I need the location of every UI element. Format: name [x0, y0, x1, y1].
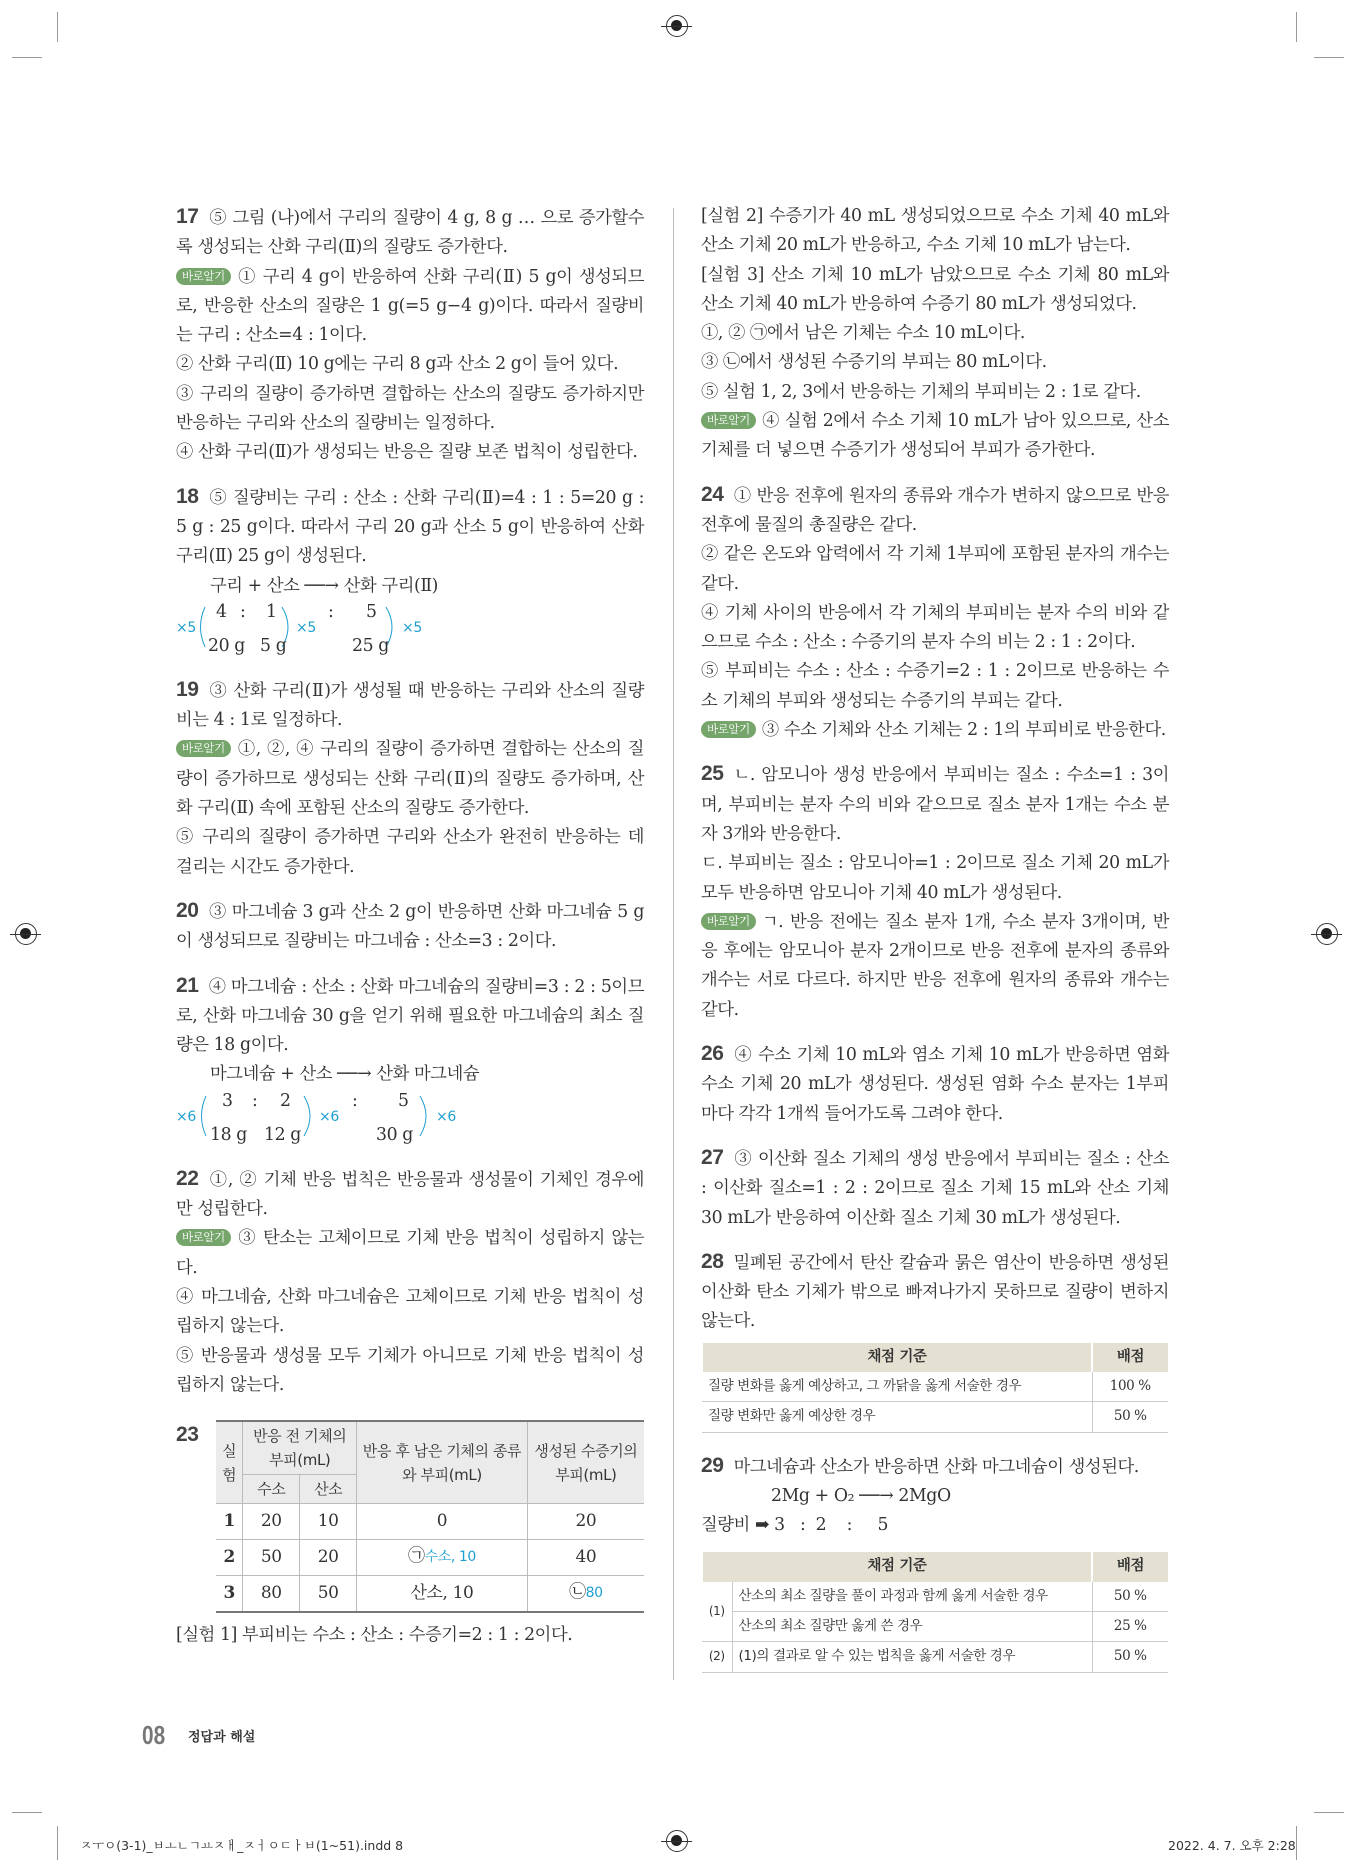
cell: 산소, 10 [357, 1576, 528, 1612]
explanation: ⑤ 반응물과 생성물 모두 기체가 아니므로 기체 반응 법칙이 성립하지 않는다. [176, 1345, 644, 1395]
print-slug-filename: ㅈㅜㅇ(3-1)_ㅂㅗㄴㄱㅛㅈㅐ_ㅈㅓㅇㄷㅏㅂ(1~51).indd 8 [80, 1838, 404, 1853]
blank-marker: ㉡ [569, 1582, 586, 1603]
cell: 3 [216, 1576, 243, 1612]
explanation: [실험 3] 산소 기체 10 mL가 남았으므로 수소 기체 80 mL와 산소 기체 40 mL가 반응하여 수증기 80 mL가 생성되었다. [701, 264, 1169, 314]
question-number: 20 [176, 898, 199, 922]
points: 100 % [1092, 1372, 1168, 1402]
explanation: ㄱ. 반응 전에는 질소 분자 1개, 수소 분자 3개이며, 반응 후에는 암모니아 분자 2개이므로 반응 전후에 분자의 종류와 개수는 서로 다르다. 하지만 반응 전후에 원자의 종류와 개수는 같다. [701, 911, 1169, 1020]
column-header: 채점 기준 [702, 1343, 1092, 1372]
question-number: 19 [176, 677, 199, 701]
ratio-value: 3 [222, 1090, 233, 1111]
scoring-table [701, 1343, 1168, 1433]
explanation: ④ 수소 기체 10 mL와 염소 기체 10 mL가 반응하면 염화 수소 기체 20 mL가 생성된다. 생성된 염화 수소 분자는 1부피마다 각각 1개씩 들어가도록 그려야 한다. [701, 1045, 1169, 1124]
cell: 10 [300, 1504, 357, 1540]
ratio-value: 1 [266, 601, 277, 622]
mass-ratio: 3 : 2 : 5 [774, 1515, 889, 1536]
table-row [702, 1582, 1168, 1612]
mass-value: 5 g [260, 635, 287, 656]
multiplier-label: ×5 [296, 619, 316, 636]
table-row [702, 1642, 1168, 1672]
column-header: 반응 후 남은 기체의 종류와 부피(mL) [357, 1421, 528, 1504]
explanation: ③ 이산화 질소 기체의 생성 반응에서 부피비는 질소 : 산소 : 이산화 질소=1 : 2 : 2이므로 질소 기체 15 mL와 산소 기체 30 mL가 반응하여 이산화 질소 기체 30 mL가 생성된다. [701, 1148, 1169, 1228]
table-row [702, 1402, 1168, 1432]
answer-21 [176, 971, 644, 1150]
mass-value: 12 g [264, 1124, 301, 1145]
reaction-equation: 구리 + 산소 ──→ 산화 구리(Ⅱ) [210, 575, 439, 596]
question-number: 17 [176, 205, 199, 228]
answer-28 [701, 1247, 1169, 1433]
question-number: 26 [701, 1042, 724, 1066]
registration-mark-icon [15, 923, 37, 945]
ratio-colon: : [252, 1090, 258, 1111]
multiplier-label: ×5 [402, 619, 422, 636]
criteria: 산소의 최소 질량만 옳게 쓴 경우 [732, 1612, 1092, 1642]
criteria: 질량 변화를 옳게 예상하고, 그 까닭을 옳게 서술한 경우 [702, 1372, 1092, 1402]
question-number: 29 [701, 1453, 724, 1477]
reaction-equation: 마그네슘 + 산소 ──→ 산화 마그네슘 [210, 1064, 480, 1085]
blank-marker: ㉠ [407, 1546, 425, 1567]
crop-mark [1314, 57, 1344, 58]
explanation: ② 같은 온도와 압력에서 각 기체 1부피에 포함된 분자의 개수는 같다. [701, 544, 1169, 594]
crop-mark [57, 1826, 58, 1860]
explanation: ①, ②, ④ 구리의 질량이 증가하면 결합하는 산소의 질량이 증가하므로 생성되는 산화 구리(Ⅱ)의 질량도 증가하며, 산화 구리(Ⅱ) 속에 포함된 산소의 질량도 증가한다. [176, 739, 644, 819]
crop-mark [12, 57, 42, 58]
column-header: 생성된 수증기의 부피(mL) [527, 1421, 644, 1504]
answer-26 [701, 1039, 1169, 1129]
explanation: ③ 산화 구리(Ⅱ)가 생성될 때 반응하는 구리와 산소의 질량비는 4 : 1로 일정하다. [176, 680, 644, 731]
mass-value: 18 g [210, 1124, 247, 1145]
mass-ratio-diagram [176, 601, 644, 661]
explanation: [실험 2] 수증기가 40 mL 생성되었으므로 수소 기체 40 mL와 산소 기체 20 mL가 반응하고, 수소 기체 10 mL가 남는다. [701, 206, 1169, 256]
explanation: ①, ② 기체 반응 법칙은 반응물과 생성물이 기체인 경우에만 성립한다. [176, 1169, 644, 1220]
question-number: 25 [701, 762, 724, 786]
mass-value: 20 g [208, 635, 245, 656]
question-number: 21 [176, 973, 199, 997]
ratio-value: 4 [216, 601, 227, 622]
answer-18 [176, 482, 644, 661]
explanation: ①, ② ㉠에서 남은 기체는 수소 10 mL이다. [701, 323, 1025, 344]
explanation: ⑤ 구리의 질량이 증가하면 구리와 산소가 완전히 반응하는 데 걸리는 시간도 증가한다. [176, 827, 644, 877]
answer-20 [176, 896, 644, 957]
cell: 1 [216, 1504, 243, 1540]
explanation: 마그네슘과 산소가 반응하면 산화 마그네슘이 생성된다. [733, 1456, 1139, 1477]
mass-value: 30 g [376, 1124, 413, 1145]
answer-23-continued [701, 202, 1169, 466]
ratio-colon: : [352, 1090, 358, 1111]
answer-fill: 수소, 10 [424, 1549, 476, 1566]
answer-23 [176, 1420, 644, 1650]
cell: 50 [300, 1576, 357, 1612]
multiplier-label: ×6 [176, 1108, 196, 1125]
answer-25 [701, 759, 1169, 1025]
table-row [216, 1576, 644, 1612]
points: 50 % [1092, 1582, 1168, 1612]
explanation: ④ 산화 구리(Ⅱ)가 생성되는 반응은 질량 보존 법칙이 성립한다. [176, 442, 638, 463]
table-row [702, 1612, 1168, 1642]
question-number: 23 [176, 1423, 199, 1447]
explanation: ① 구리 4 g이 반응하여 산화 구리(Ⅱ) 5 g이 생성되므로, 반응한 산소의 질량은 1 g(=5 g−4 g)이다. 따라서 질량비는 구리 : 산소=4 : 1이다. [176, 266, 644, 346]
table-row [702, 1372, 1168, 1402]
ratio-colon: : [328, 601, 334, 622]
explanation: ④ 마그네슘 : 산소 : 산화 마그네슘의 질량비=3 : 2 : 5이므로, 산화 마그네슘 30 g을 얻기 위해 필요한 마그네슘의 최소 질량은 18 g이다. [176, 976, 644, 1056]
correction-badge: 바로알기 [701, 721, 756, 738]
cell: 20 [243, 1504, 300, 1540]
ratio-colon: : [240, 601, 246, 622]
left-column [176, 202, 644, 1664]
explanation: ㄴ. 암모니아 생성 반응에서 부피비는 질소 : 수소=1 : 3이며, 부피비는 분자 수의 비와 같으므로 질소 분자 1개는 수소 분자 3개와 반응한다. [701, 765, 1169, 844]
crop-mark [1296, 1826, 1297, 1860]
multiplier-label: ×6 [436, 1108, 456, 1125]
scoring-table [701, 1552, 1168, 1672]
answer-22 [176, 1164, 644, 1400]
explanation: ④ 마그네슘, 산화 마그네슘은 고체이므로 기체 반응 법칙이 성립하지 않는다. [176, 1286, 644, 1337]
explanation: ③ 탄소는 고체이므로 기체 반응 법칙이 성립하지 않는다. [176, 1228, 644, 1278]
cell: 2 [216, 1540, 243, 1576]
explanation: ⑤ 실험 1, 2, 3에서 반응하는 기체의 부피비는 2 : 1로 같다. [701, 381, 1141, 402]
registration-mark-icon [666, 15, 688, 37]
sub-question-label: (2) [702, 1642, 732, 1672]
table-row [216, 1504, 644, 1540]
criteria: 질량 변화만 옳게 예상한 경우 [702, 1402, 1092, 1432]
answer-19 [176, 675, 644, 882]
explanation: ② 산화 구리(Ⅱ) 10 g에는 구리 8 g과 산소 2 g이 들어 있다. [176, 354, 619, 375]
ratio-value: 2 [280, 1090, 291, 1111]
reaction-equation: 2Mg + O₂ ──→ 2MgO [771, 1485, 951, 1506]
question-number: 22 [176, 1166, 199, 1190]
section-title: 정답과 해설 [188, 1730, 256, 1745]
print-slug-date: 2022. 4. 7. 오후 2:28 [1168, 1838, 1296, 1853]
crop-mark [1296, 12, 1297, 42]
column-header: 수소 [243, 1475, 300, 1504]
crop-mark [1314, 1812, 1344, 1813]
points: 50 % [1092, 1642, 1168, 1672]
column-header: 배점 [1092, 1552, 1168, 1581]
answer-fill: 80 [585, 1585, 603, 1602]
right-column [701, 202, 1169, 1691]
column-header: 배점 [1092, 1343, 1168, 1372]
sub-question-label: (1) [702, 1582, 732, 1642]
column-header: 산소 [300, 1475, 357, 1504]
correction-badge: 바로알기 [701, 913, 756, 930]
ratio-value: 5 [366, 601, 377, 622]
crop-mark [57, 12, 58, 42]
column-divider [673, 208, 674, 1680]
multiplier-label: ×6 [319, 1108, 339, 1125]
ratio-value: 5 [398, 1090, 409, 1111]
mass-ratio-diagram [176, 1090, 644, 1150]
correction-badge: 바로알기 [176, 740, 231, 757]
points: 25 % [1092, 1612, 1168, 1642]
explanation: ⑤ 그림 (나)에서 구리의 질량이 4 g, 8 g … 으로 증가할수록 생성되는 산화 구리(Ⅱ)의 질량도 증가한다. [176, 208, 644, 258]
explanation: [실험 1] 부피비는 수소 : 산소 : 수증기=2 : 1 : 2이다. [176, 1624, 573, 1645]
answer-24 [701, 480, 1169, 746]
explanation: ㄷ. 부피비는 질소 : 암모니아=1 : 2이므로 질소 기체 20 mL가 모두 반응하면 암모니아 기체 40 mL가 생성된다. [701, 853, 1169, 903]
question-number: 24 [701, 482, 724, 506]
explanation: 밀폐된 공간에서 탄산 칼슘과 묽은 염산이 반응하면 생성된 이산화 탄소 기체가 밖으로 빠져나가지 못하므로 질량이 변하지 않는다. [701, 1252, 1169, 1332]
column-header: 실험 [216, 1421, 243, 1504]
registration-mark-icon [1316, 923, 1338, 945]
multiplier-label: ×5 [176, 619, 196, 636]
explanation: ④ 실험 2에서 수소 기체 10 mL가 남아 있으므로, 산소 기체를 더 넣으면 수증기가 생성되어 부피가 증가한다. [701, 411, 1169, 461]
table-row [216, 1540, 644, 1576]
correction-badge: 바로알기 [701, 412, 756, 429]
explanation: ③ 구리의 질량이 증가하면 결합하는 산소의 질량도 증가하지만 반응하는 구리와 산소의 질량비는 일정하다. [176, 383, 644, 434]
page-number: 08 [142, 1720, 166, 1750]
question-number: 18 [176, 484, 199, 508]
explanation: ① 반응 전후에 원자의 종류와 개수가 변하지 않으므로 반응 전후에 물질의 총질량은 같다. [701, 485, 1169, 535]
crop-mark [12, 1812, 42, 1813]
explanation: ③ 수소 기체와 산소 기체는 2 : 1의 부피비로 반응한다. [761, 720, 1166, 741]
column-header: 반응 전 기체의 부피(mL) [243, 1421, 357, 1475]
answer-29 [701, 1451, 1169, 1673]
cell: 50 [243, 1540, 300, 1576]
explanation: ③ ㉡에서 생성된 수증기의 부피는 80 mL이다. [701, 352, 1047, 373]
cell [527, 1576, 644, 1612]
cell: 20 [300, 1540, 357, 1576]
explanation: ⑤ 질량비는 구리 : 산소 : 산화 구리(Ⅱ)=4 : 1 : 5=20 g : 5 g : 25 g이다. 따라서 구리 20 g과 산소 5 g이 반응하여 산화 구리(Ⅱ) 25 g이 생성된다. [176, 487, 644, 567]
cell: 40 [527, 1540, 644, 1576]
question-number: 28 [701, 1249, 724, 1273]
experiment-table [216, 1420, 644, 1613]
explanation: ⑤ 부피비는 수소 : 산소 : 수증기=2 : 1 : 2이므로 반응하는 수소 기체의 부피와 생성되는 수증기의 부피는 같다. [701, 661, 1169, 711]
question-number: 27 [701, 1145, 724, 1169]
cell: 20 [527, 1504, 644, 1540]
column-header: 채점 기준 [702, 1552, 1092, 1581]
registration-mark-icon [666, 1830, 688, 1852]
cell [357, 1540, 528, 1576]
explanation: ③ 마그네슘 3 g과 산소 2 g이 반응하면 산화 마그네슘 5 g이 생성되므로 질량비는 마그네슘 : 산소=3 : 2이다. [176, 901, 644, 952]
criteria: 산소의 최소 질량을 풀이 과정과 함께 옳게 서술한 경우 [732, 1582, 1092, 1612]
mass-value: 25 g [352, 635, 389, 656]
correction-badge: 바로알기 [176, 1229, 231, 1246]
cell: 80 [243, 1576, 300, 1612]
criteria: (1)의 결과로 알 수 있는 법칙을 옳게 서술한 경우 [732, 1642, 1092, 1672]
points: 50 % [1092, 1402, 1168, 1432]
explanation: ④ 기체 사이의 반응에서 각 기체의 부피비는 분자 수의 비와 같으므로 수소 : 산소 : 수증기의 분자 수의 비는 2 : 1 : 2이다. [701, 602, 1169, 653]
ratio-label: 질량비 ➡ [701, 1515, 770, 1536]
correction-badge: 바로알기 [176, 268, 231, 285]
cell: 0 [357, 1504, 528, 1540]
answer-27 [701, 1143, 1169, 1233]
answer-17 [176, 202, 644, 468]
